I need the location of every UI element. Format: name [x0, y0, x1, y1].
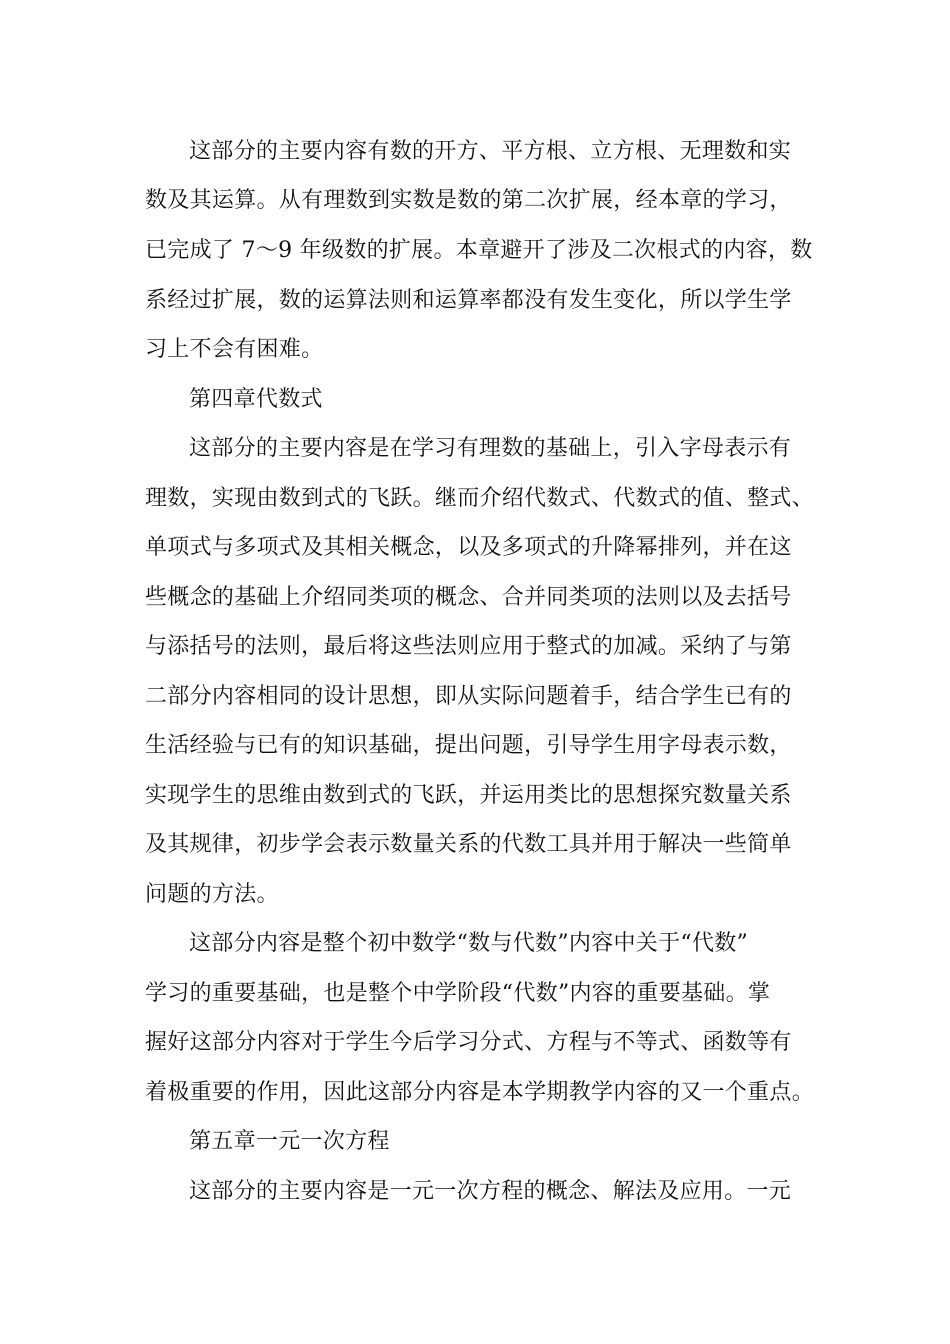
- text-line: 理数，实现由数到式的飞跃。继而介绍代数式、代数式的值、整式、: [145, 486, 815, 511]
- chapter-heading: 第五章一元一次方程: [189, 1129, 390, 1154]
- text-line: 实现学生的思维由数到式的飞跃，并运用类比的思想探究数量关系: [145, 783, 792, 808]
- text-line: 及其规律，初步学会表示数量关系的代数工具并用于解决一些简单: [145, 832, 792, 857]
- text-line: 已完成了 7～9 年级数的扩展。本章避开了涉及二次根式的内容，数: [145, 238, 813, 263]
- text-line: 这部分的主要内容有数的开方、平方根、立方根、无理数和实: [189, 139, 792, 164]
- text-line: 问题的方法。: [145, 882, 279, 907]
- text-line: 二部分内容相同的设计思想，即从实际问题着手，结合学生已有的: [145, 684, 792, 709]
- text-line: 生活经验与已有的知识基础，提出问题，引导学生用字母表示数，: [145, 733, 792, 758]
- text-line: 数及其运算。从有理数到实数是数的第二次扩展，经本章的学习，: [145, 188, 792, 213]
- text-line: 这部分的主要内容是在学习有理数的基础上，引入字母表示有: [189, 436, 792, 461]
- text-line: 些概念的基础上介绍同类项的概念、合并同类项的法则以及去括号: [145, 585, 792, 610]
- text-line: 学习的重要基础，也是整个中学阶段“代数”内容的重要基础。掌: [145, 981, 771, 1006]
- text-line: 着极重要的作用，因此这部分内容是本学期教学内容的又一个重点。: [145, 1080, 815, 1105]
- text-line: 系经过扩展，数的运算法则和运算率都没有发生变化，所以学生学: [145, 288, 792, 313]
- text-line: 与添括号的法则，最后将这些法则应用于整式的加减。采纳了与第: [145, 634, 792, 659]
- chapter-heading: 第四章代数式: [189, 387, 323, 412]
- text-line: 单项式与多项式及其相关概念，以及多项式的升降幂排列，并在这: [145, 535, 792, 560]
- text-line: 握好这部分内容对于学生今后学习分式、方程与不等式、函数等有: [145, 1030, 792, 1055]
- text-line: 习上不会有困难。: [145, 337, 324, 362]
- text-line: 这部分内容是整个初中数学“数与代数”内容中关于“代数”: [189, 931, 749, 956]
- text-line: 这部分的主要内容是一元一次方程的概念、解法及应用。一元: [189, 1179, 792, 1204]
